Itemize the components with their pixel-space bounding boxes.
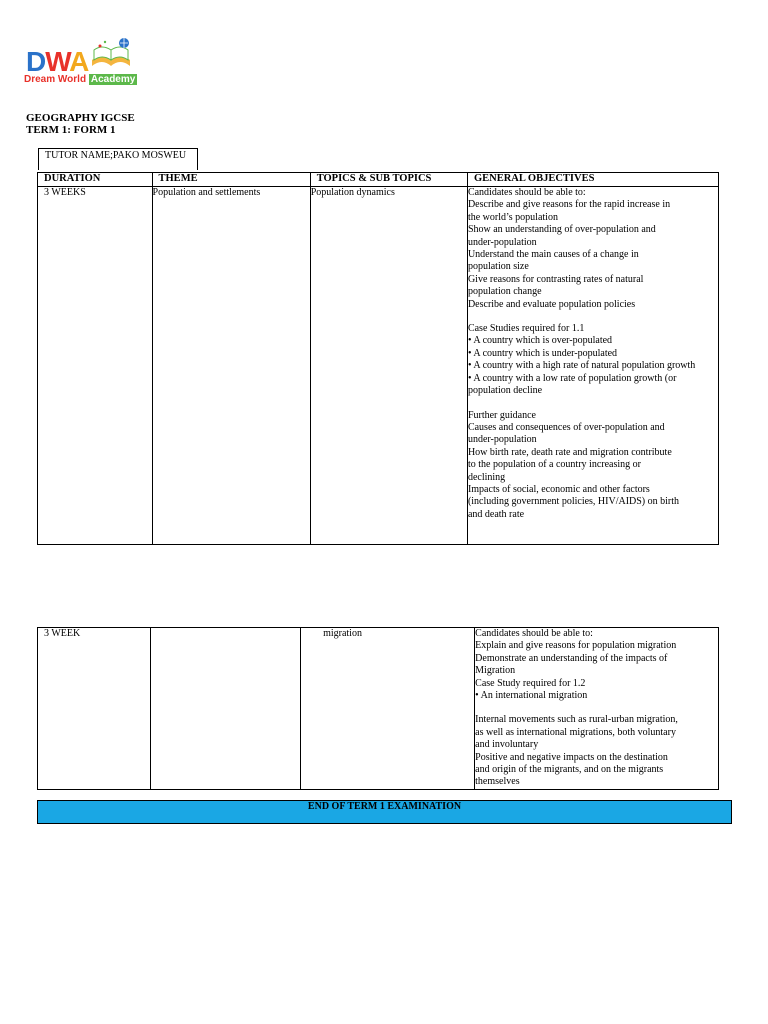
objective-line: Demonstrate an understanding of the impacts of bbox=[475, 652, 668, 664]
objective-line: Impacts of social, economic and other factors bbox=[467, 483, 650, 495]
objective-line: • An international migration bbox=[475, 690, 588, 702]
logo-letters: DWA bbox=[26, 46, 89, 77]
table-row bbox=[38, 628, 719, 790]
objective-line: Candidates should be able to: bbox=[475, 628, 593, 639]
objective-line: declining bbox=[467, 471, 506, 483]
objective-line: population change bbox=[467, 286, 542, 298]
objective-line: Candidates should be able to: bbox=[467, 187, 586, 198]
objective-line: • A country with a high rate of natural population growth bbox=[467, 360, 696, 372]
objective-line: Show an understanding of over-population and bbox=[467, 224, 656, 236]
topic-cell: Population dynamics bbox=[310, 187, 467, 545]
objective-line: Internal movements such as rural-urban migration, bbox=[475, 714, 678, 726]
objective-line: and involuntary bbox=[475, 739, 539, 751]
table-header-row bbox=[38, 173, 719, 187]
tutor-name: TUTOR NAME;PAKO MOSWEU bbox=[38, 148, 198, 170]
objective-line: • A country with a low rate of population growth (or bbox=[467, 372, 677, 384]
migration-table bbox=[37, 627, 719, 790]
header-duration: DURATION bbox=[38, 173, 153, 187]
objective-line: and death rate bbox=[467, 508, 525, 520]
objective-spacer bbox=[475, 702, 718, 714]
objective-line: Describe and evaluate population policies bbox=[467, 298, 636, 310]
objectives-cell bbox=[475, 628, 719, 790]
table-row bbox=[38, 187, 719, 545]
academy-logo bbox=[24, 32, 136, 92]
objective-line: Explain and give reasons for population migration bbox=[475, 640, 677, 652]
objective-line: to the population of a country increasing or bbox=[467, 459, 641, 471]
end-of-term-banner: END OF TERM 1 EXAMINATION bbox=[37, 800, 732, 824]
header-topics: TOPICS & SUB TOPICS bbox=[310, 173, 467, 187]
objective-line: under-population bbox=[467, 434, 537, 446]
duration-cell: 3 WEEK bbox=[38, 628, 151, 790]
scheme-table bbox=[37, 172, 719, 545]
objective-spacer bbox=[468, 398, 718, 410]
topic-cell: migration bbox=[301, 628, 475, 790]
logo-subtitle: Dream World Academy bbox=[24, 74, 136, 85]
book-globe-icon bbox=[88, 36, 134, 72]
objective-line: • A country which is over-populated bbox=[467, 335, 613, 347]
objective-line: under-population bbox=[467, 236, 537, 248]
objective-spacer bbox=[468, 311, 718, 323]
objective-line: Migration bbox=[475, 665, 516, 677]
objective-line: Positive and negative impacts on the destination bbox=[475, 751, 668, 763]
objective-line: themselves bbox=[475, 776, 520, 788]
theme-cell bbox=[150, 628, 300, 790]
objective-line: population size bbox=[467, 261, 529, 273]
objective-line: Causes and consequences of over-population and bbox=[467, 421, 665, 433]
theme-cell: Population and settlements bbox=[152, 187, 310, 545]
duration-cell: 3 WEEKS bbox=[38, 187, 153, 545]
header-objectives: GENERAL OBJECTIVES bbox=[467, 173, 718, 187]
objective-line: • A country which is under-populated bbox=[467, 347, 618, 359]
objective-line: Case Studies required for 1.1 bbox=[467, 323, 585, 335]
objective-line: Describe and give reasons for the rapid increase in bbox=[467, 199, 671, 211]
subject-heading: GEOGRAPHY IGCSE bbox=[26, 112, 135, 124]
objective-line: population decline bbox=[467, 385, 543, 397]
header-theme: THEME bbox=[152, 173, 310, 187]
objectives-cell bbox=[467, 187, 718, 545]
term-heading: TERM 1: FORM 1 bbox=[26, 124, 116, 136]
objective-line: the world’s population bbox=[467, 211, 558, 223]
objective-line: (including government policies, HIV/AIDS) on birth bbox=[467, 496, 680, 508]
objective-line: Further guidance bbox=[467, 409, 536, 421]
objective-line: How birth rate, death rate and migration contribute bbox=[467, 446, 672, 458]
objective-line: Give reasons for contrasting rates of natural bbox=[467, 273, 644, 285]
objective-line: Understand the main causes of a change in bbox=[467, 249, 639, 261]
objective-line: and origin of the migrants, and on the migrants bbox=[475, 764, 664, 776]
objective-line: as well as international migrations, both voluntary bbox=[475, 726, 676, 738]
objective-line: Case Study required for 1.2 bbox=[475, 677, 586, 689]
